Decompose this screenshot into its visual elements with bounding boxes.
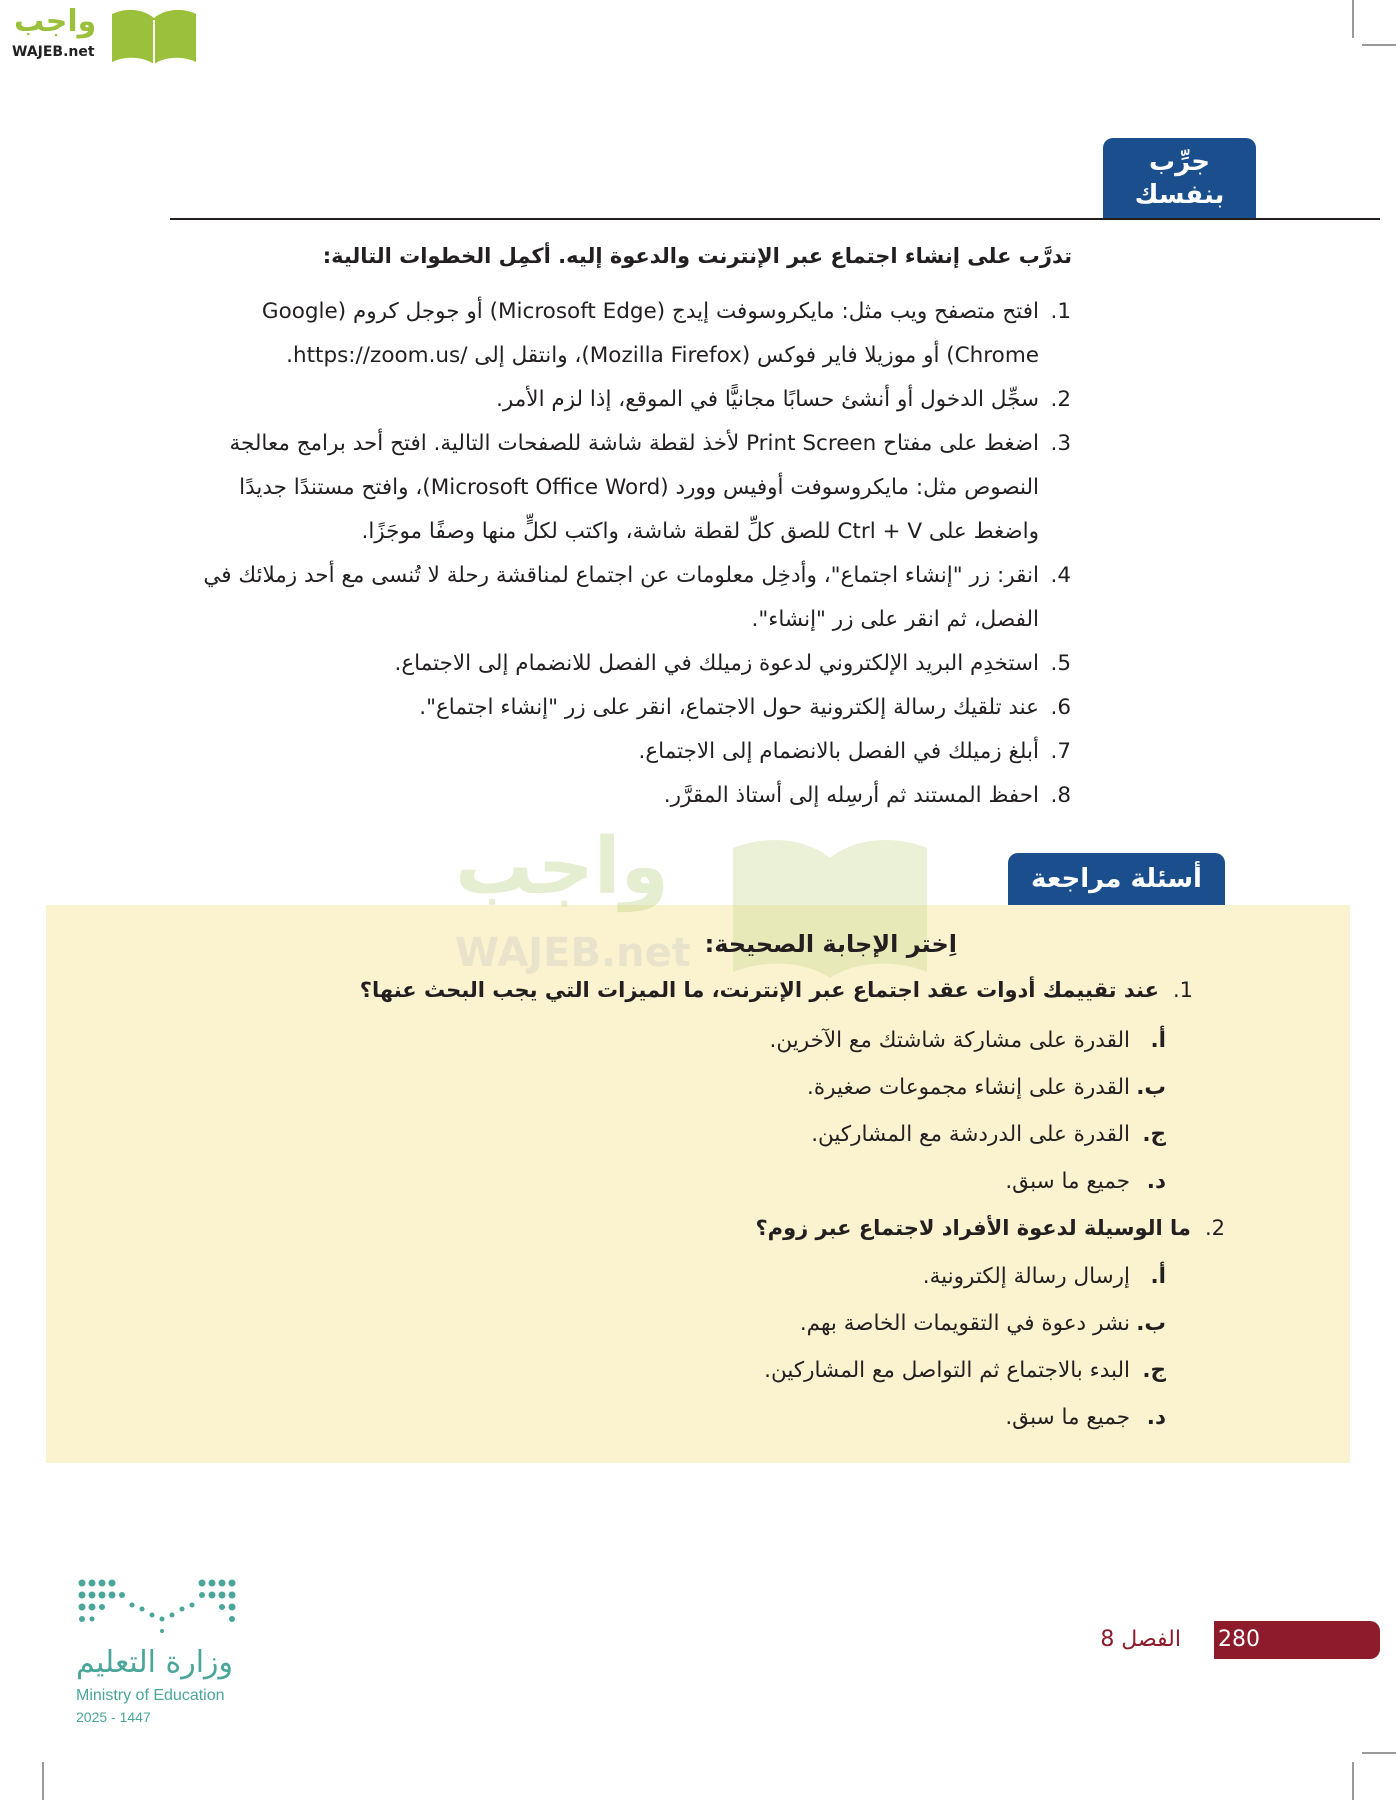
try-yourself-header [1103, 138, 1256, 220]
ministry-name-en: Ministry of Education [76, 1687, 225, 1704]
ministry-year: 2025 - 1447 [76, 1709, 151, 1725]
step-text: استخدِم البريد الإلكتروني لدعوة زميلك في الفصل للانضمام إلى الاجتماع. [394, 651, 1039, 676]
watermark-word: واجب [455, 822, 670, 912]
crop-mark [1362, 1752, 1396, 1754]
watermark [455, 822, 965, 982]
list-item [770, 1158, 1166, 1205]
crop-mark [42, 1762, 44, 1800]
question-1-options [770, 1017, 1166, 1205]
try-intro: تدرَّب على إنشاء اجتماع عبر الإنترنت والدعوة إليه. أكمِل الخطوات التالية: [322, 244, 1072, 268]
crop-mark [1352, 1762, 1354, 1800]
option-letter: ج. [1142, 1122, 1166, 1147]
option-letter: أ. [1150, 1264, 1166, 1289]
step-number: 6. [1050, 695, 1071, 720]
question-2-options [764, 1253, 1166, 1441]
list-item [764, 1394, 1166, 1441]
step-text: أبلغ زميلك في الفصل بالانضمام إلى الاجتماع. [638, 739, 1039, 764]
list-item [191, 686, 1071, 730]
ministry-name-ar: وزارة التعليم [76, 1645, 234, 1680]
list-item [764, 1253, 1166, 1300]
option-text: جميع ما سبق. [1005, 1169, 1130, 1194]
list-item [770, 1017, 1166, 1064]
logo-site: WAJEB.net [12, 44, 95, 60]
steps-list [191, 290, 1071, 818]
list-item [764, 1300, 1166, 1347]
question-number: 1. [1172, 978, 1193, 1002]
step-number: 7. [1050, 739, 1071, 764]
list-item [191, 774, 1071, 818]
list-item [191, 554, 1071, 642]
list-item [764, 1347, 1166, 1394]
step-text: افتح متصفح ويب مثل: مايكروسوفت إيدج (Microsoft Edge) أو جوجل كروم (Google Chrome) أو موزيلا فاير فوكس (Mozilla Firefox)، وانتقل إلى /https://zoom.us. [261, 299, 1039, 368]
dots-emblem-icon [76, 1575, 246, 1637]
option-letter: د. [1146, 1169, 1166, 1194]
option-text: القدرة على إنشاء مجموعات صغيرة. [807, 1075, 1130, 1100]
option-letter: د. [1146, 1405, 1166, 1430]
step-number: 3. [1050, 431, 1071, 456]
chapter-label: الفصل 8 [1100, 1627, 1181, 1652]
question-text: عند تقييمك أدوات عقد اجتماع عبر الإنترنت، ما الميزات التي يجب البحث عنها؟ [359, 978, 1159, 1002]
list-item [191, 730, 1071, 774]
step-text: احفظ المستند ثم أرسِله إلى أستاذ المقرَّر. [663, 783, 1039, 808]
section-rule [170, 218, 1380, 220]
try-header-line1: جرِّب [1148, 147, 1211, 177]
step-text: اضغط على مفتاح Print Screen لأخذ لقطة شاشة للصفحات التالية. افتح أحد برامج معالجة النصوص مثل: مايكروسوفت أوفيس وورد (Microsoft Office Word)، وافتح مستندًا جديدًا واضغط على Ctrl + V للصق كلِّ لقطة شاشة، واكتب لكلٍّ منها وصفًا موجَزًا. [229, 431, 1039, 544]
book-icon [108, 6, 200, 66]
list-item [770, 1064, 1166, 1111]
step-number: 2. [1050, 387, 1071, 412]
option-letter: ب. [1136, 1075, 1166, 1100]
step-number: 5. [1050, 651, 1071, 676]
site-logo [12, 4, 192, 68]
question-text: ما الوسيلة لدعوة الأفراد لاجتماع عبر زوم؟ [755, 1216, 1191, 1240]
step-number: 1. [1050, 299, 1071, 324]
question-number: 2. [1204, 1216, 1225, 1240]
review-instruction: اِختر الإجابة الصحيحة: [704, 930, 957, 958]
page-number: 280 [1218, 1627, 1260, 1652]
crop-mark [1362, 44, 1396, 46]
step-text: عند تلقيك رسالة إلكترونية حول الاجتماع، انقر على زر "إنشاء اجتماع". [419, 695, 1039, 720]
ministry-logo [76, 1575, 256, 1735]
try-header-line2: بنفسك [1134, 180, 1225, 210]
list-item [770, 1111, 1166, 1158]
step-text: سجِّل الدخول أو أنشئ حسابًا مجانيًّا في الموقع، إذا لزم الأمر. [496, 387, 1039, 412]
option-letter: أ. [1150, 1028, 1166, 1053]
question-1 [360, 978, 1193, 1002]
option-text: نشر دعوة في التقويمات الخاصة بهم. [799, 1311, 1130, 1336]
logo-word: واجب [14, 4, 97, 39]
step-number: 4. [1050, 563, 1071, 588]
option-text: القدرة على مشاركة شاشتك مع الآخرين. [769, 1028, 1130, 1053]
option-text: جميع ما سبق. [1005, 1405, 1130, 1430]
option-text: البدء بالاجتماع ثم التواصل مع المشاركين. [764, 1358, 1130, 1383]
watermark-site: WAJEB.net [455, 930, 691, 976]
option-letter: ب. [1136, 1311, 1166, 1336]
question-2 [756, 1216, 1226, 1240]
list-item [191, 422, 1071, 554]
option-letter: ج. [1142, 1358, 1166, 1383]
list-item [191, 642, 1071, 686]
list-item [191, 378, 1071, 422]
step-number: 8. [1050, 783, 1071, 808]
step-text: انقر: زر "إنشاء اجتماع"، وأدخِل معلومات عن اجتماع لمناقشة رحلة لا تُنسى مع أحد زملائك في الفصل، ثم انقر على زر "إنشاء". [203, 563, 1039, 632]
option-text: القدرة على الدردشة مع المشاركين. [811, 1122, 1130, 1147]
crop-mark [1352, 0, 1354, 38]
list-item [191, 290, 1071, 378]
review-header: أسئلة مراجعة [1008, 853, 1225, 905]
option-text: إرسال رسالة إلكترونية. [922, 1264, 1130, 1289]
